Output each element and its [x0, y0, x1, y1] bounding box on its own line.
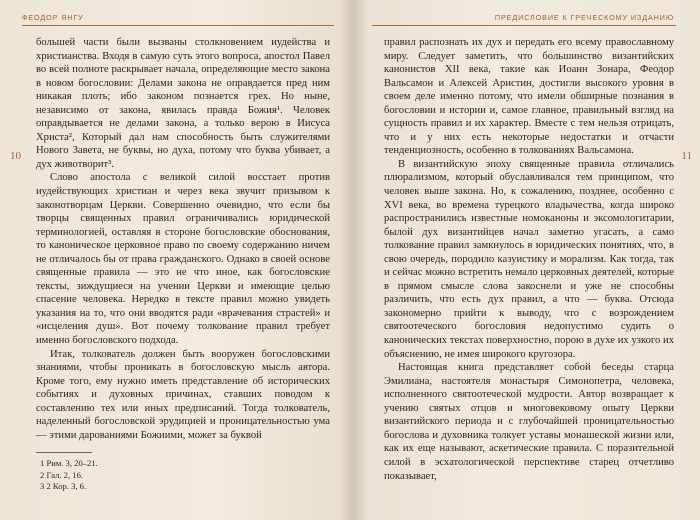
- footnote-3: 3 2 Кор. 3, 6.: [40, 480, 87, 491]
- right-header-rule: [372, 25, 676, 26]
- left-running-head: ФЕОДОР ЯНГУ: [22, 13, 84, 22]
- footnote-2: 2 Гал. 2, 16.: [40, 469, 84, 480]
- left-paragraph-1: большей части были вызваны столкновением иудейства и христианства. Входя в самую суть этого вопроса, апостол Павел во всей полноте раскрывает начала, определяющие место закона в новом богословии: Делами закона не оправдается пред ним никакая плоть; ибо законом познается грех. Но ныне, независимо от закона, явилась правда Божия¹. Человек оправдывается не делами закона, а только верою в Иисуса Христа², Который дал нам способность быть служителями Нового Завета, не буквы, но духа, потому что буква убивает, а дух животворит³.: [36, 37, 330, 170]
- left-text-block: [36, 36, 330, 492]
- right-page: [354, 0, 700, 520]
- footnote-rule: [36, 452, 92, 453]
- left-paragraph-2: Слово апостола с великой силой восстает против иудействующих христиан и через века звучит призывом к законотворцам Церкви. Совершенно очевидно, что если бы творцы священных правил ограничивались юридической терминологией, оставляя в стороне богословские обоснования, то каноническое церковное право по своему содержанию ничем не отличалось бы от права гражданского. Однако в своей основе священные правила — это не что иное, как богословские тексты, зиждущиеся на учении Церкви и имеющие целью спасение человека. Нередко в тексте правил можно увидеть указания на то, что они вводятся ради «врачевания страстей» и «исцеления душ». Вот почему толкование правил требует именно богословского подхода.: [36, 172, 330, 347]
- right-paragraph-2: В византийскую эпоху священные правила отличались плюрализмом, который обуславливался тем принципом, что человек выше закона. Но, к сожалению, позднее, особенно с XVI века, во времена турецкого владычества, когда широко распространились известные номоканоны и эксомологитарии, былой дух византийцев начал заметно угасать, а само толкование правил замкнулось в юридических понятиях, что, в свою очередь, породило казуистику и морализм. Как тогда, так и сейчас можно встретить немало церковных деятелей, которые в прямом смысле слова закоснели и уже не способны различить, что есть дух правил, а что — буква. Отсюда закономерно прийти к выводу, что с возрождением святоотеческого богословия недопустимо судить о канонических текстах поверхностно, порою в духе их узкого их объяснению, не имея широкого кругозора.: [384, 158, 674, 360]
- right-page-number: 11: [681, 150, 692, 162]
- right-text-block: [384, 36, 674, 483]
- left-paragraph-3: Итак, толкователь должен быть вооружен богословскими знаниями, чтобы проникать в богословскую мысль автора. Кроме того, ему нужно иметь представление об исторических событиях и духовных причинах, ставших поводом к составлению тех или иных предписаний. Тогда толкователь, наделенный богословской эрудицией и проницательностью ума — этими дарованиями Божиими, может за буквой: [36, 348, 330, 441]
- left-header-rule: [22, 25, 334, 26]
- right-paragraph-3: Настоящая книга представляет собой беседы старца Эмилиана, настоятеля монастыря Симонопетра, человека, исполненного святоотеческой мудрости. Автор возвращает к учению святых отцов и многовековому опыту Церкви византийского периода и с глубочайшей проницательностью богослова и духовника толкует уставы монашеской жизни или, как их еще называют, аскетические правила. С поразительной силой в эсхатологической перспективе старец отчетливо показывает,: [384, 362, 674, 482]
- footnotes: [36, 458, 330, 492]
- footnote-1: 1 Рим. 3, 20–21.: [40, 458, 98, 469]
- right-paragraph-1: правил распознать их дух и передать его всему православному миру. Следует заметить, что большинство византийских канонистов XII века, такие как Иоанн Зонара, Феодор Вальсамон и Алексей Аристин, достигли высокого уровня в своем деле именно потому, что имели обширные познания в богословии и истории и, самое главное, правильный взгляд на сущность правил и их характер. Вместе с тем нельзя отрицать, что и у них есть некоторые недостатки и отчасти тенденциозность, особенно в толкованиях Вальсамона.: [384, 37, 674, 157]
- left-page-number: 10: [10, 150, 21, 162]
- right-running-head: ПРЕДИСЛОВИЕ К ГРЕЧЕСКОМУ ИЗДАНИЮ: [494, 13, 674, 22]
